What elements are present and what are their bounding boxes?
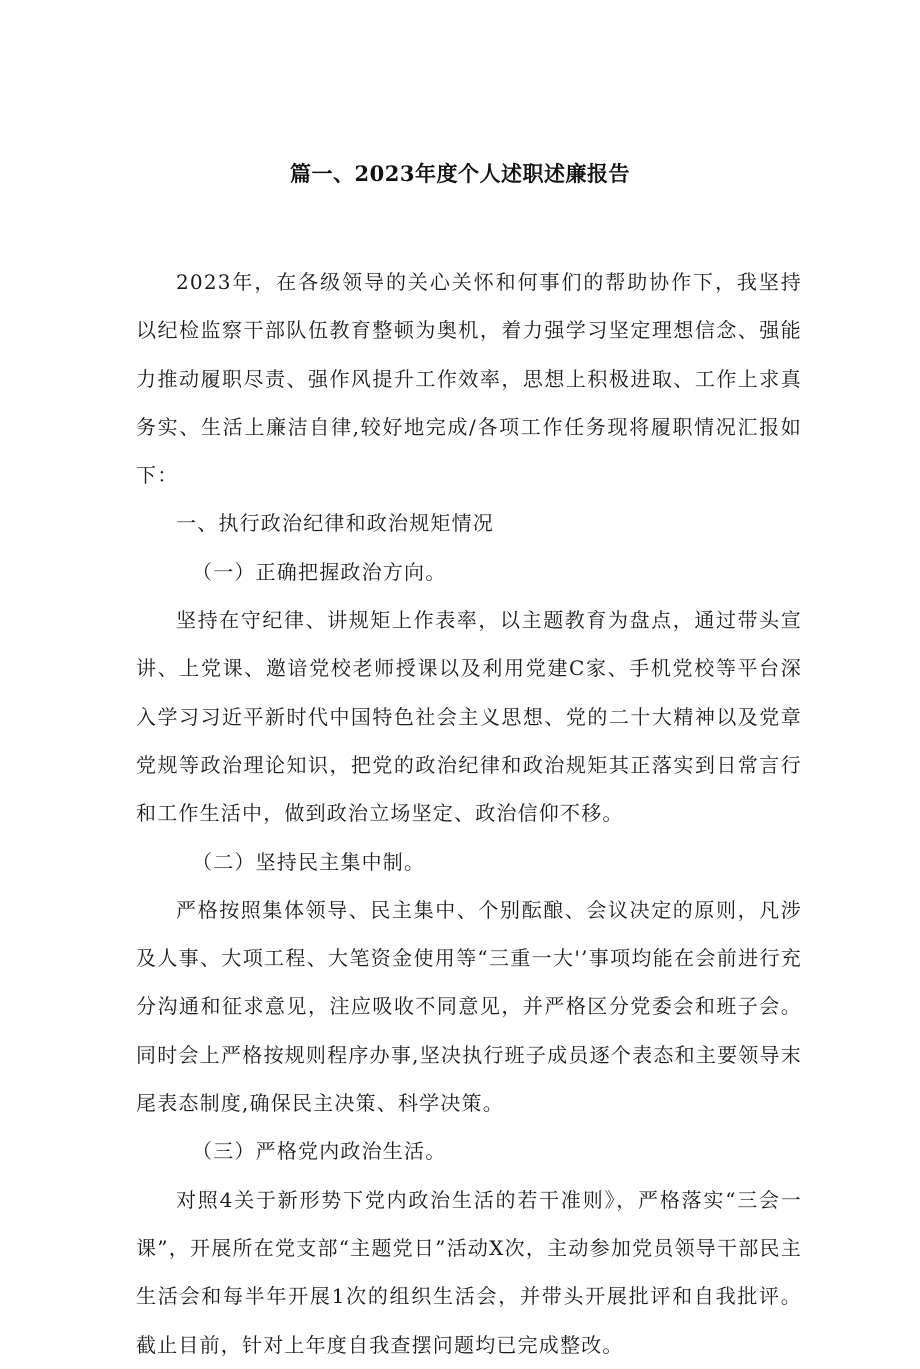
document-title: 篇一、2023年度个人述职述廉报告 (290, 161, 630, 186)
body-paragraph: 严格按照集体领导、民主集中、个别酝酿、会议决定的原则，凡涉及人事、大项工程、大笔资金使用等“三重一大'’事项均能在会前进行充分沟通和征求意见，注应吸收不同意见，并严格区分党委会和班子会。同时会上严格按规则程序办事,坚决执行班子成员逐个表态和主要领导末尾表态制度,确保民主决策、科学决策。 (136, 897, 802, 1116)
body-paragraph: 坚持在守纪律、讲规矩上作表率，以主题教育为盘点，通过带头宣讲、上党课、邀谙党校老师授课以及利用党建C家、手机党校等平台深入学习习近平新时代中国特色社会主义思想、党的二十大精神以及党章党规等政治理论知识，把党的政治纪律和政治规矩其正落实到日常言行和工作生活中，做到政治立场坚定、政治信仰不移。 (136, 608, 802, 826)
subsection-heading: （三）严格党内政治生活。 (192, 1139, 447, 1164)
subsection-heading: （一）正确把握政治方向。 (192, 559, 447, 584)
section-heading: 一、执行政治纪律和政治规矩情况 (176, 511, 494, 536)
document-body (136, 258, 802, 1369)
subsection-heading: （二）坚持民主集中制。 (192, 849, 426, 874)
body-paragraph: 对照4关于新形势下党内政治生活的若干准则》，严格落实“三会一课”，开展所在党支部“主题党日”活动X次，主动参加党员领导干部民主生活会和每半年开展1次的组织生活会，并带头开展批评和自我批评。截止目前，针对上年度自我查摆问题均已完成整改。 (136, 1187, 802, 1357)
intro-paragraph: 2023年，在各级领导的关心关怀和何事们的帮助协作下，我坚持以纪检监察干部队伍教育整顿为奥机，着力强学习坚定理想信念、强能力推动履职尽责、强作风提升工作效率，思想上积极进取、工作上求真务实、生活上廉洁自律,较好地完成/各项工作任务现将履职情况汇报如下： (136, 270, 802, 488)
